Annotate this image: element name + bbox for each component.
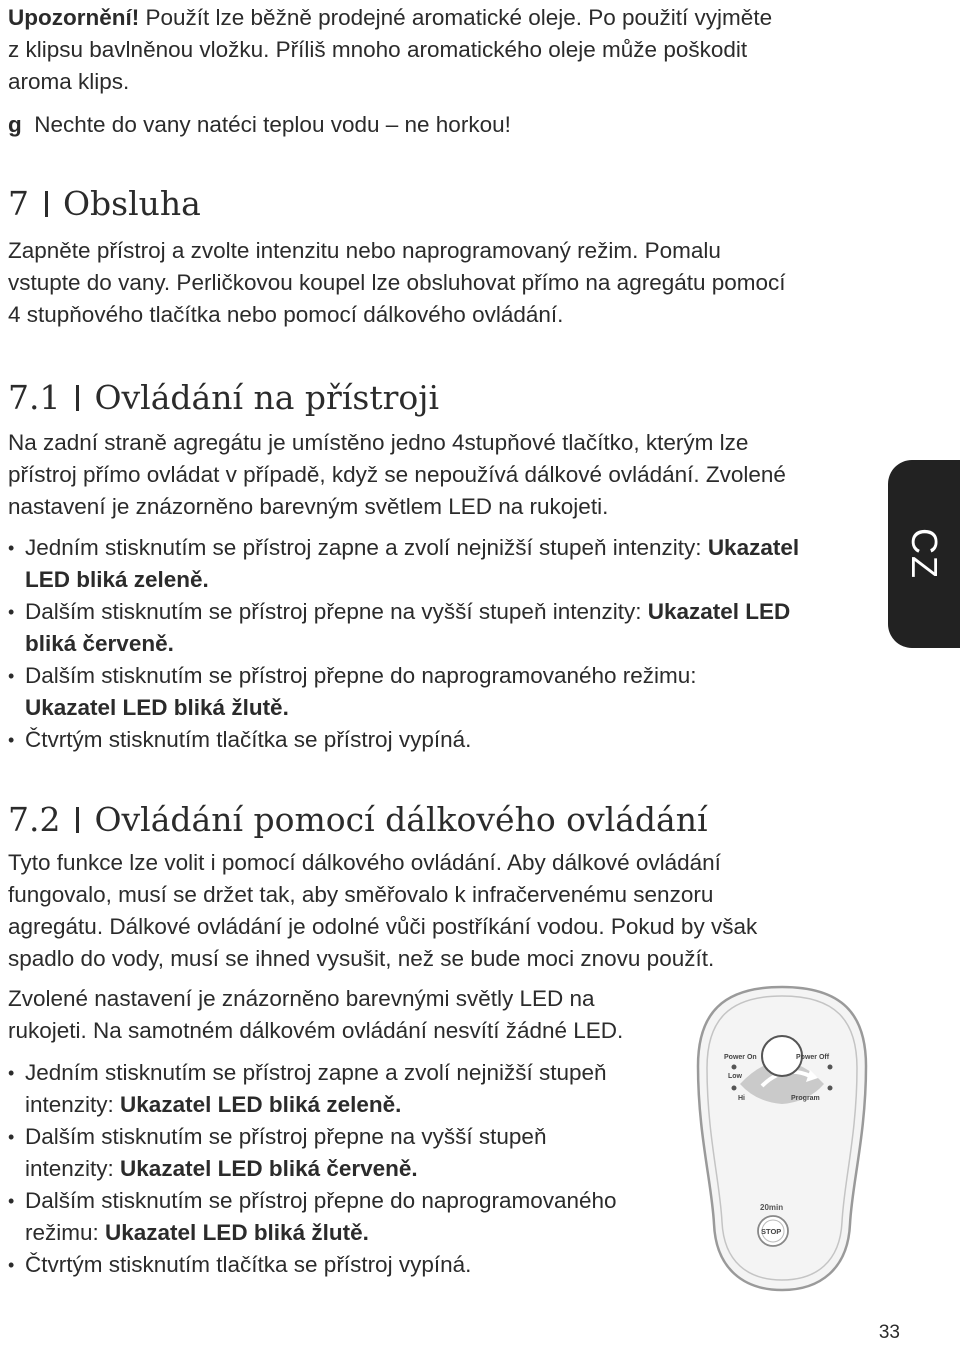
heading-divider — [76, 807, 79, 833]
heading-divider — [45, 191, 48, 217]
section-7-2-text: Tyto funkce lze volit i pomocí dálkového ovládání. Aby dálkové ovládání fungovalo, musí se držet tak, aby směřovalo k infračervenému senzoru agregátu. Dálkové ovládání je odolné vůči postříkání vodou. Pokud by však spadlo do vody, musí se ihned vysušit, než se bude moci znovu použít. — [8, 850, 758, 971]
power-on-label: Power On — [724, 1054, 757, 1061]
section-7-1-heading: 7.1 Ovládání na přístroji — [8, 378, 440, 417]
list-item: • Čtvrtým stisknutím tlačítka se přístroj vypíná. — [8, 1249, 688, 1281]
list-item: • Čtvrtým stisknutím tlačítka se přístroj vypíná. — [8, 724, 878, 756]
list-item: • Dalším stisknutím se přístroj přepne na vyšší stupeň intenzity: Ukazatel LED bliká červeně. — [8, 1121, 688, 1185]
timer-label: 20min — [760, 1203, 784, 1212]
section-7-2-bullets — [8, 1057, 688, 1281]
low-label: Low — [728, 1073, 742, 1080]
step-g: g Nechte do vany natéci teplou vodu – ne horkou! — [8, 112, 511, 137]
remote-control-illustration — [692, 984, 872, 1294]
led-dot — [732, 1086, 737, 1091]
list-item: • Dalším stisknutím se přístroj přepne na vyšší stupeň intenzity: Ukazatel LED bliká červeně. — [8, 596, 878, 660]
warning-label: Upozornění! — [8, 5, 140, 30]
stop-label: STOP — [761, 1227, 782, 1236]
led-dot — [828, 1086, 833, 1091]
page-number: 33 — [878, 1322, 900, 1343]
list-item: • Jedním stisknutím se přístroj zapne a zvolí nejnižší stupeň intenzity: Ukazatel LED bliká zeleně. — [8, 1057, 688, 1121]
warning-line-2: z klipsu bavlněnou vložku. Příliš mnoho aromatického oleje může poškodit — [8, 37, 748, 62]
program-label: Program — [791, 1095, 820, 1102]
section-7-2-heading: 7.2 Ovládání pomocí dálkového ovládání — [8, 800, 708, 839]
heading-divider — [76, 385, 79, 411]
list-item: • Dalším stisknutím se přístroj přepne do naprogramovaného režimu: Ukazatel LED bliká žlutě. — [8, 660, 878, 724]
led-dot — [828, 1065, 833, 1070]
step-g-letter: g — [8, 112, 22, 137]
led-dot — [732, 1065, 737, 1070]
list-item: • Dalším stisknutím se přístroj přepne do naprogramovaného režimu: Ukazatel LED bliká žlutě. — [8, 1185, 688, 1249]
section-7-heading: 7 Obsluha — [8, 184, 201, 223]
power-off-label: Power Off — [796, 1054, 830, 1061]
warning-block — [8, 2, 888, 98]
warning-line-3: aroma klips. — [8, 69, 130, 94]
section-7-text: Zapněte přístroj a zvolte intenzitu nebo naprogramovaný režim. Pomalu vstupte do vany. Perličkovou koupel lze obsluhovat přímo na agregátu pomocí 4 stupňového tlačítka nebo pomocí dálkového ovládání. — [8, 238, 786, 327]
section-7-1-bullets — [8, 532, 878, 756]
language-tab-label: CZ — [904, 528, 945, 580]
hi-label: Hi — [738, 1095, 745, 1102]
language-tab — [888, 460, 960, 648]
section-7-2-text-2: Zvolené nastavení je znázorněno barevnými světly LED na rukojeti. Na samotném dálkovém ovládání nesvítí žádné LED. — [8, 986, 624, 1043]
list-item: • Jedním stisknutím se přístroj zapne a zvolí nejnižší stupeň intenzity: Ukazatel LED bliká zeleně. — [8, 532, 878, 596]
section-7-1-text: Na zadní straně agregátu je umístěno jedno 4stupňové tlačítko, kterým lze přístroj přímo ovládat v případě, když se nepoužívá dálkové ovládání. Zvolené nastavení je znázorněno barevným světlem LED na rukojeti. — [8, 430, 786, 519]
warning-line-1: Upozornění! Použít lze běžně prodejné aromatické oleje. Po použití vyjměte — [8, 5, 773, 30]
